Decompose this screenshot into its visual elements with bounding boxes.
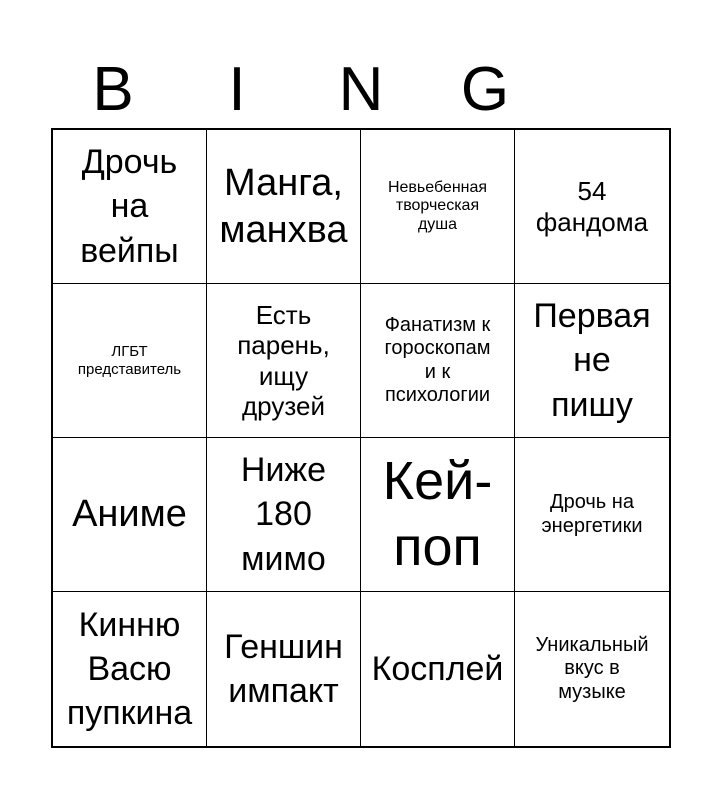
bingo-cell-text: ЛГБТ представитель bbox=[77, 343, 182, 378]
header-letter-b: B bbox=[92, 55, 134, 124]
bingo-header bbox=[51, 52, 671, 128]
bingo-cell-11[interactable] bbox=[361, 438, 515, 592]
bingo-cell-9[interactable] bbox=[53, 438, 207, 592]
bingo-cell-text: Есть парень, ищу друзей bbox=[237, 300, 330, 421]
bingo-cell-6[interactable] bbox=[207, 284, 361, 438]
bingo-cell-8[interactable] bbox=[515, 284, 669, 438]
bingo-cell-text: Уникальный вкус в музыке bbox=[535, 634, 649, 703]
bingo-cell-text: Кей- поп bbox=[382, 450, 493, 577]
bingo-cell-12[interactable] bbox=[515, 438, 669, 592]
bingo-cell-text: Дрочь на вейпы bbox=[80, 143, 179, 270]
bingo-cell-text: 54 фандома bbox=[535, 176, 649, 237]
bingo-cell-7[interactable] bbox=[361, 284, 515, 438]
bingo-cell-1[interactable] bbox=[53, 130, 207, 284]
bingo-cell-text: Манга, манхва bbox=[219, 162, 348, 251]
bingo-cell-2[interactable] bbox=[207, 130, 361, 284]
bingo-cell-text: Ниже 180 мимо bbox=[240, 451, 327, 578]
bingo-cell-10[interactable] bbox=[207, 438, 361, 592]
bingo-cell-text: Косплей bbox=[371, 649, 504, 688]
header-letter-g: G bbox=[460, 55, 510, 124]
bingo-cell-14[interactable] bbox=[207, 592, 361, 746]
bingo-cell-text: Кинню Васю пупкина bbox=[66, 605, 193, 733]
bingo-cell-4[interactable] bbox=[515, 130, 669, 284]
bingo-cell-text: Геншин импакт bbox=[224, 627, 343, 710]
bingo-cell-text: Фанатизм к гороскопам и к психологии bbox=[384, 314, 491, 406]
header-letter-i: I bbox=[228, 55, 246, 124]
bingo-cell-text: Дрочь на энергетики bbox=[541, 491, 643, 537]
bingo-cell-3[interactable] bbox=[361, 130, 515, 284]
bingo-cell-text: Невьебенная творческая душа bbox=[387, 178, 488, 233]
bingo-cell-15[interactable] bbox=[361, 592, 515, 746]
bingo-cell-text: Первая не пишу bbox=[533, 297, 651, 424]
bingo-cell-13[interactable] bbox=[53, 592, 207, 746]
header-letter-n: N bbox=[338, 55, 384, 124]
bingo-board bbox=[51, 128, 671, 748]
bingo-cell-16[interactable] bbox=[515, 592, 669, 746]
bingo-cell-text: Аниме bbox=[72, 493, 187, 536]
bingo-cell-5[interactable] bbox=[53, 284, 207, 438]
